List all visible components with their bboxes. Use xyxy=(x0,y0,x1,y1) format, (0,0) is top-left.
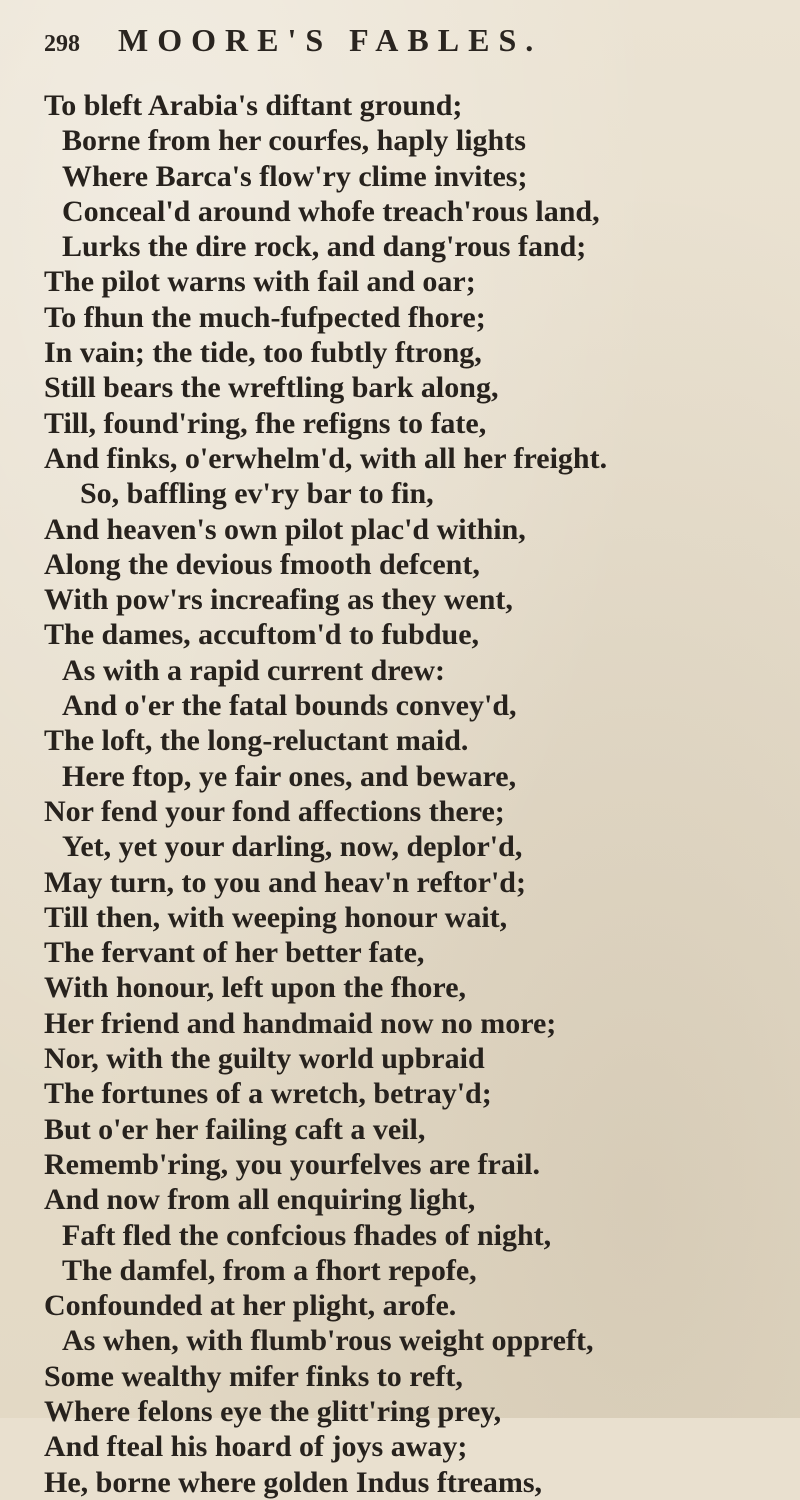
poem-line: Nor fend your fond affections there; xyxy=(44,794,505,828)
poem-line: Yet, yet your darling, now, deplor'd, xyxy=(62,830,523,864)
poem-line: Along the devious fmooth defcent, xyxy=(44,547,480,581)
poem-line: He, borne where golden Indus ftreams, xyxy=(44,1465,543,1499)
poem-line: Till, found'ring, fhe refigns to fate, xyxy=(44,406,487,440)
poem-line: May turn, to you and heav'n reftor'd; xyxy=(44,865,526,899)
poem-line: Faft fled the confcious fhades of night, xyxy=(62,1218,552,1252)
poem-line: The fervant of her better fate, xyxy=(44,936,425,970)
poem-line: Lurks the dire rock, and dang'rous fand; xyxy=(62,230,587,264)
poem-line: Where felons eye the glitt'ring prey, xyxy=(44,1394,502,1428)
poem-line: So, baffling ev'ry bar to fin, xyxy=(80,477,434,511)
poem-line: To fhun the much-fufpected fhore; xyxy=(44,300,486,334)
poem-line: In vain; the tide, too fubtly ftrong, xyxy=(44,336,482,370)
poem-line: The loft, the long-reluctant maid. xyxy=(44,724,469,758)
poem-line: The pilot warns with fail and oar; xyxy=(44,265,476,299)
poem-line: With honour, left upon the fhore, xyxy=(44,971,467,1005)
poem-line: The damfel, from a fhort repofe, xyxy=(62,1253,477,1287)
poem-line: And now from all enquiring light, xyxy=(44,1183,476,1217)
running-head xyxy=(44,22,760,78)
poem-line: Her friend and handmaid now no more; xyxy=(44,1006,557,1040)
poem-line: Where Barca's flow'ry clime invites; xyxy=(62,159,528,193)
poem-line: Some wealthy mifer finks to reft, xyxy=(44,1359,463,1393)
poem-line: As with a rapid current drew: xyxy=(62,653,446,687)
poem-line: Here ftop, ye fair ones, and beware, xyxy=(62,759,517,793)
poem-line: To bleft Arabia's diftant ground; xyxy=(44,89,463,122)
poem-line: And heaven's own pilot plac'd within, xyxy=(44,512,526,546)
poem-line: Nor, with the guilty world upbraid xyxy=(44,1042,485,1076)
page-number: 298 xyxy=(44,31,80,57)
poem-line: The fortunes of a wretch, betray'd; xyxy=(44,1077,492,1111)
running-title: MOORE'S FABLES. xyxy=(118,22,543,58)
poem-line: Conceal'd around whofe treach'rous land, xyxy=(62,194,600,228)
poem-line: The dames, accuftom'd to fubdue, xyxy=(44,618,480,652)
poem-line: Still bears the wreftling bark along, xyxy=(44,371,499,405)
poem-line: As when, with flumb'rous weight oppreft, xyxy=(62,1324,594,1358)
poem-text xyxy=(44,88,760,1500)
poem-line: With pow'rs increafing as they went, xyxy=(44,583,513,617)
poem-line: Borne from her courfes, haply lights xyxy=(62,124,526,158)
poem-line: Confounded at her plight, arofe. xyxy=(44,1289,457,1323)
poem-line: Till then, with weeping honour wait, xyxy=(44,900,508,934)
poem-line: And o'er the fatal bounds convey'd, xyxy=(62,689,517,723)
poem-line: Rememb'ring, you yourfelves are frail. xyxy=(44,1147,541,1181)
poem-line: And fteal his hoard of joys away; xyxy=(44,1430,468,1464)
poem-line: But o'er her failing caft a veil, xyxy=(44,1112,426,1146)
poem-line: And finks, o'erwhelm'd, with all her freight. xyxy=(44,441,608,475)
